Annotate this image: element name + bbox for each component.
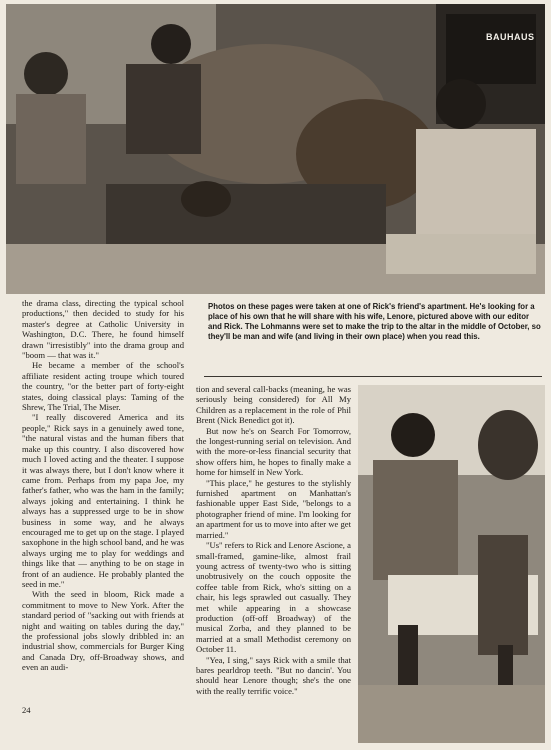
side-photo [358,385,545,743]
photo-caption: Photos on these pages were taken at one of Rick's friend's apartment. He's looking for a place of his own that he will share with his wife, Lenore, pictured above with our editor and Rick. The Lohmanns were set to make the trip to the altar in the middle of October, so they'll be man and wife (and living in their own place) when you read this. [208,302,541,341]
top-photo [6,4,545,294]
article-paragraph: "This place," he gestures to the stylishly furnished apartment on Manhattan's fashionable upper East Side, "belongs to a photographer friend of mine. I'm looking for an apartment for us to move into after we get married." [196,477,351,540]
caption-divider [204,376,542,377]
article-paragraph: tion and several call-backs (meaning, he was seriously being considered) for All My Children as a replacement in the role of Phil Brent (Nick Benedict got it). [196,384,351,426]
article-paragraph: the drama class, directing the typical school productions," then decided to study for his master's degree at Catholic University in Washington, D.C. There, he found himself drawn "irresistibly" into the drama group and "boom — that was it." [22,298,184,361]
article-paragraph: He became a member of the school's affiliate resident acting troupe which toured the country, "or the better part of forty-eight states, doing classical plays: Taming of the Shrew, The Trial, The Miser. [22,360,184,413]
rick-seated-illustration [358,385,545,743]
article-paragraph: "Yea, I sing," says Rick with a smile that bares pearldrop teeth. "But no dancin'. You should hear Lenore though; she's the one with the really terrific voice." [196,654,351,696]
bauhaus-sign: BAUHAUS [486,32,535,42]
page-number: 24 [22,705,31,715]
article-column-left [22,298,184,673]
article-column-middle [196,384,351,696]
article-paragraph: But now he's on Search For Tomorrow, the longest-running serial on television. And with the more-or-less financial security that show offers him, he hopes to finally make a home for himself in New York. [196,425,351,478]
article-paragraph: With the seed in bloom, Rick made a commitment to move to New York. After the standard period of "sacking out with friends at night and waiting on tables during the day," the professional jobs slowly dribbled in: an industrial show, commercials for Burger King and Canada Dry, off-Broadway shows, and even an audi- [22,589,184,673]
apartment-scene-illustration [6,4,545,294]
article-paragraph: "I really discovered America and its people," Rick says in a genuinely awed tone, "the natural vistas and the human fibers that make up this country. I also discovered how much I loved acting and the theater. I suppose it was always there, but I don't know where it came from. Perhaps from my papa Joe, my father's father, who was the ham in the family; always joking and entertaining. I think he always has a suppressed urge to be in show business in some way, and he always encouraged me to get up on the stage. I played saxophone in the high school band, and he was always urging me to play for weddings and things like that — anything to be on stage in front of an audience. He probably planted the seed in me." [22,412,184,589]
article-paragraph: "Us" refers to Rick and Lenore Ascione, a small-framed, gamine-like, almost frail young actress of twenty-two who is sitting unobtrusively on the couch opposite the coffee table from Rick, who's sitting on a chair, his legs sprawled out casually. They met while appearing in a showcase production (off-off Broadway) of the musical Zorba, and they planned to be married at a small Methodist ceremony on October 11. [196,540,351,655]
